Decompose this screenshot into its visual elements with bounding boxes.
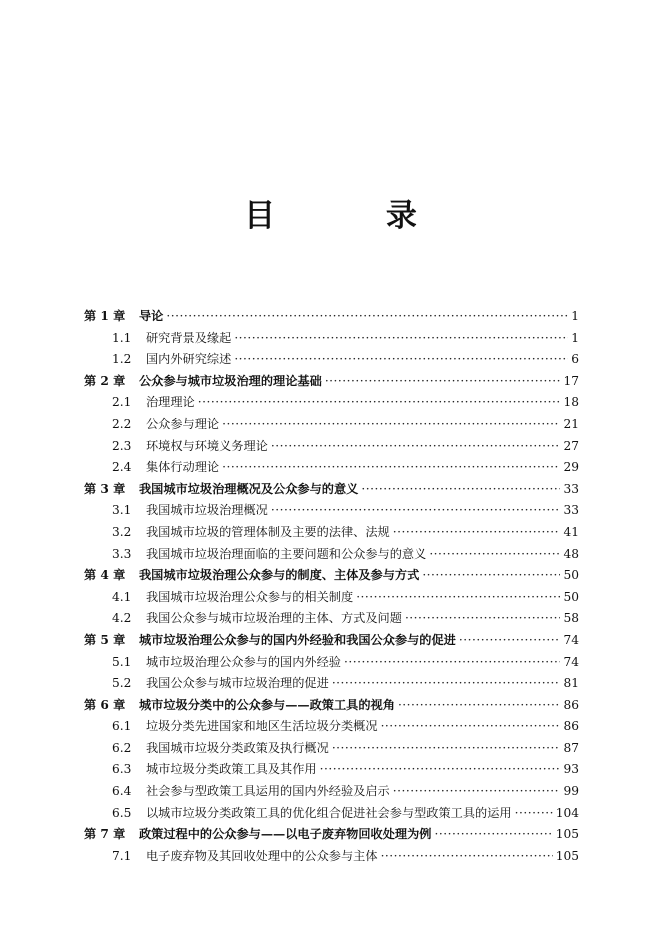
toc-page-number: 29 [563, 460, 579, 475]
toc-leader-dots [393, 525, 561, 539]
toc-entry-number: 7.1 [112, 848, 132, 863]
toc-leader-dots [356, 590, 560, 604]
toc-page-number: 6 [571, 352, 579, 367]
toc-page-number: 105 [555, 827, 579, 842]
toc-page-number: 74 [563, 632, 579, 647]
toc-entry-number: 3.1 [112, 503, 132, 518]
toc-chapter-entry[interactable] [84, 480, 579, 502]
toc-entry-title: 集体行动理论 [146, 460, 220, 475]
toc-entry-title: 电子废弃物及其回收处理中的公众参与主体 [146, 848, 378, 863]
toc-leader-dots [361, 482, 560, 496]
toc-page-number: 50 [563, 589, 579, 604]
toc-page-number: 27 [563, 438, 579, 453]
toc-leader-dots [515, 806, 553, 820]
toc-entry-number: 4.1 [112, 589, 132, 604]
toc-entry-number: 1.1 [112, 330, 132, 345]
toc-entry-title: 环境权与环境义务理论 [146, 438, 268, 453]
toc-leader-dots [332, 676, 561, 690]
toc-entry-number: 6.4 [112, 784, 132, 799]
toc-entry-number: 1.2 [112, 352, 132, 367]
toc-section-entry[interactable] [84, 717, 579, 739]
toc-section-entry[interactable] [84, 760, 579, 782]
toc-entry-title: 我国城市垃圾治理面临的主要问题和公众参与的意义 [146, 546, 427, 561]
toc-section-entry[interactable] [84, 545, 579, 567]
toc-entry-number: 2.2 [112, 416, 132, 431]
toc-section-entry[interactable] [84, 588, 579, 610]
toc-entry-title: 垃圾分类先进国家和地区生活垃圾分类概况 [146, 719, 378, 734]
toc-page-number: 86 [563, 697, 579, 712]
toc-entry-number: 6.1 [112, 719, 132, 734]
toc-leader-dots [198, 395, 561, 409]
toc-section-entry[interactable] [84, 674, 579, 696]
toc-leader-dots [344, 655, 560, 669]
toc-section-entry[interactable] [84, 804, 579, 826]
toc-leader-dots [271, 503, 561, 517]
toc-leader-dots [234, 331, 568, 345]
toc-chapter-entry[interactable] [84, 307, 579, 329]
toc-page-number: 33 [563, 503, 579, 518]
toc-entry-title: 我国城市垃圾治理公众参与的制度、主体及参与方式 [139, 568, 420, 583]
toc-leader-dots [429, 547, 560, 561]
toc-section-entry[interactable] [84, 329, 579, 351]
toc-entry-title: 城市垃圾治理公众参与的国内外经验和我国公众参与的促进 [139, 632, 456, 647]
toc-page-number: 41 [563, 524, 579, 539]
toc-entry-number: 第 2 章 [84, 373, 126, 388]
toc-leader-dots [222, 417, 560, 431]
toc-entry-title: 公众参与理论 [146, 416, 220, 431]
toc-entry-number: 6.2 [112, 740, 132, 755]
toc-section-entry[interactable] [84, 415, 579, 437]
toc-entry-number: 3.2 [112, 524, 132, 539]
toc-entry-title: 研究背景及缘起 [146, 330, 232, 345]
toc-entry-title: 我国城市垃圾治理概况及公众参与的意义 [139, 481, 359, 496]
toc-entry-title: 以城市垃圾分类政策工具的优化组合促进社会参与型政策工具的运用 [146, 805, 512, 820]
toc-entry-number: 第 1 章 [84, 309, 126, 323]
toc-leader-dots [166, 309, 568, 323]
toc-leader-dots [459, 633, 561, 647]
toc-section-entry[interactable] [84, 739, 579, 761]
toc-leader-dots [381, 849, 553, 863]
toc-entry-number: 第 6 章 [84, 697, 126, 712]
toc-entry-number: 第 5 章 [84, 632, 126, 647]
toc-page-number: 105 [555, 848, 579, 863]
toc-page-number: 104 [555, 805, 579, 820]
toc-page-number: 17 [563, 373, 579, 388]
toc-section-entry[interactable] [84, 609, 579, 631]
toc-entry-number: 2.4 [112, 460, 132, 475]
toc-page-number: 93 [563, 762, 579, 777]
toc-leader-dots [222, 460, 560, 474]
toc-leader-dots [325, 374, 561, 388]
toc-entry-number: 2.3 [112, 438, 132, 453]
toc-entry-title: 社会参与型政策工具运用的国内外经验及启示 [146, 784, 390, 799]
toc-entry-title: 我国公众参与城市垃圾治理的主体、方式及问题 [146, 611, 402, 626]
toc-section-entry[interactable] [84, 523, 579, 545]
table-of-contents [84, 307, 579, 868]
toc-entry-title: 导论 [139, 309, 164, 323]
toc-page-number: 86 [563, 719, 579, 734]
toc-chapter-entry[interactable] [84, 566, 579, 588]
page-title: 目 录 [244, 198, 467, 234]
toc-leader-dots [234, 352, 568, 366]
toc-section-entry[interactable] [84, 393, 579, 415]
toc-chapter-entry[interactable] [84, 631, 579, 653]
toc-entry-number: 6.3 [112, 762, 132, 777]
toc-entry-title: 我国城市垃圾治理公众参与的相关制度 [146, 589, 354, 604]
toc-entry-number: 第 7 章 [84, 827, 126, 842]
toc-entry-title: 政策过程中的公众参与——以电子废弃物回收处理为例 [139, 827, 432, 842]
toc-entry-title: 我国城市垃圾分类政策及执行概况 [146, 740, 329, 755]
toc-page-number: 87 [563, 740, 579, 755]
toc-page-number: 74 [563, 654, 579, 669]
toc-page-number: 1 [571, 309, 579, 323]
toc-entry-number: 2.1 [112, 395, 132, 410]
toc-page-number: 99 [563, 784, 579, 799]
toc-leader-dots [320, 762, 561, 776]
toc-entry-number: 4.2 [112, 611, 132, 626]
toc-section-entry[interactable] [84, 458, 579, 480]
toc-section-entry[interactable] [84, 782, 579, 804]
toc-page-number: 33 [563, 481, 579, 496]
toc-page-number: 58 [563, 611, 579, 626]
toc-entry-title: 城市垃圾分类中的公众参与——政策工具的视角 [139, 697, 395, 712]
toc-page-number: 81 [563, 676, 579, 691]
toc-page-number: 21 [563, 416, 579, 431]
toc-section-entry[interactable] [84, 350, 579, 372]
toc-chapter-entry[interactable] [84, 825, 579, 847]
toc-leader-dots [398, 698, 561, 712]
toc-entry-title: 城市垃圾治理公众参与的国内外经验 [146, 654, 341, 669]
toc-entry-title: 我国城市垃圾的管理体制及主要的法律、法规 [146, 524, 390, 539]
toc-entry-title: 我国城市垃圾治理概况 [146, 503, 268, 518]
toc-section-entry[interactable] [84, 847, 579, 869]
toc-section-entry[interactable] [84, 501, 579, 523]
toc-page-number: 48 [563, 546, 579, 561]
toc-page-number: 1 [571, 330, 579, 345]
toc-leader-dots [435, 827, 553, 841]
toc-entry-title: 城市垃圾分类政策工具及其作用 [146, 762, 317, 777]
toc-entry-number: 第 3 章 [84, 481, 126, 496]
toc-chapter-entry[interactable] [84, 696, 579, 718]
toc-entry-title: 我国公众参与城市垃圾治理的促进 [146, 676, 329, 691]
toc-leader-dots [393, 784, 561, 798]
toc-entry-number: 5.2 [112, 676, 132, 691]
toc-page-number: 50 [563, 568, 579, 583]
toc-leader-dots [422, 568, 560, 582]
toc-entry-number: 3.3 [112, 546, 132, 561]
toc-leader-dots [381, 719, 561, 733]
toc-chapter-entry[interactable] [84, 372, 579, 394]
toc-entry-title: 治理理论 [146, 395, 195, 410]
toc-entry-number: 5.1 [112, 654, 132, 669]
toc-leader-dots [332, 741, 561, 755]
toc-section-entry[interactable] [84, 653, 579, 675]
toc-page-number: 18 [563, 395, 579, 410]
toc-entry-title: 国内外研究综述 [146, 352, 232, 367]
toc-entry-number: 第 4 章 [84, 568, 126, 583]
toc-leader-dots [271, 439, 561, 453]
toc-leader-dots [405, 611, 561, 625]
toc-entry-number: 6.5 [112, 805, 132, 820]
toc-entry-title: 公众参与城市垃圾治理的理论基础 [139, 373, 322, 388]
toc-section-entry[interactable] [84, 437, 579, 459]
